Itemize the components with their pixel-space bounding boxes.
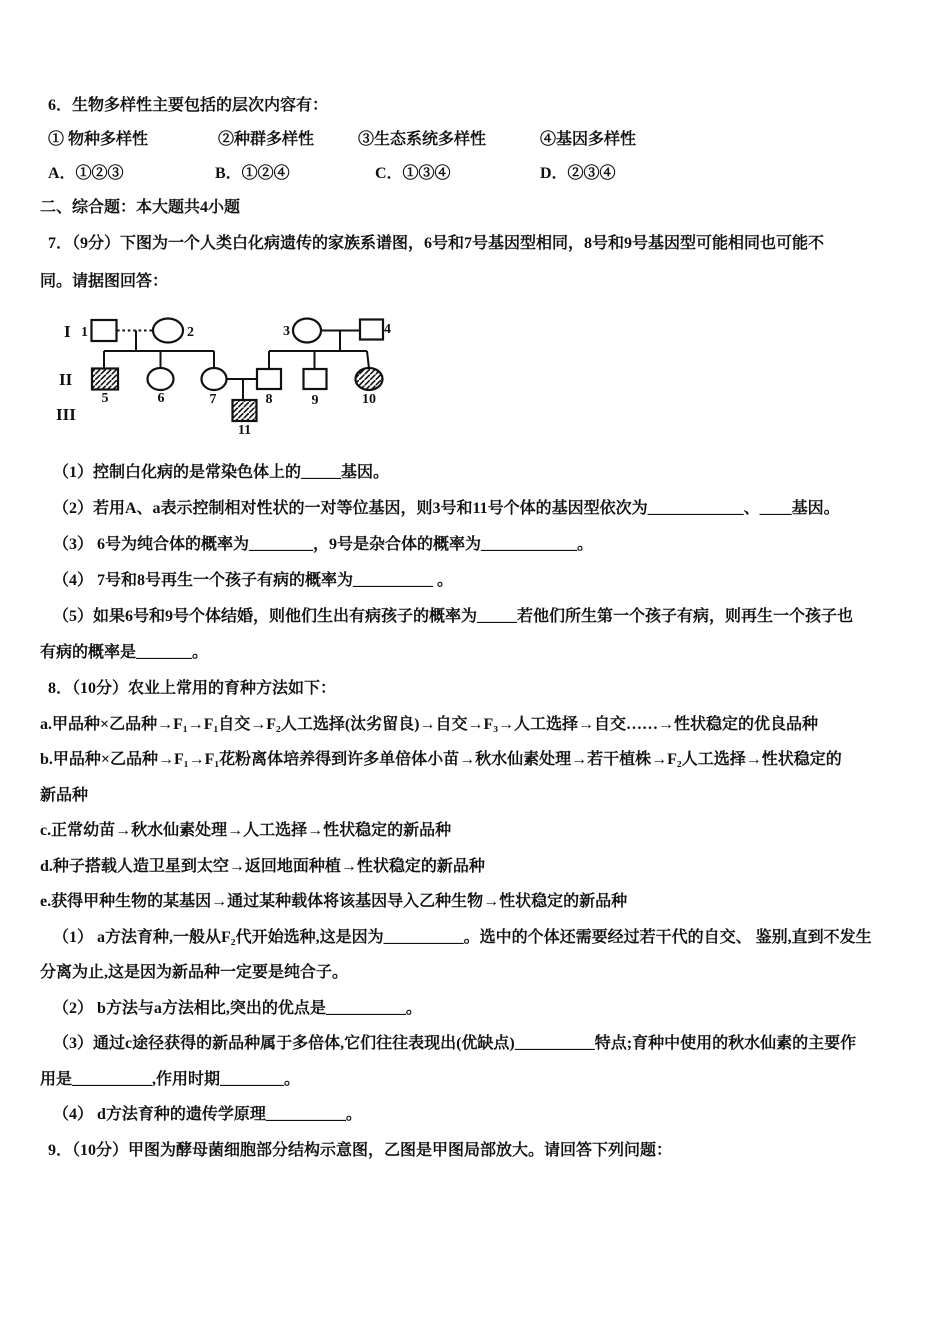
question-6-item-1: ① 物种多样性	[48, 131, 149, 148]
member-5-male-affected	[92, 369, 118, 390]
question-6-options	[40, 157, 920, 191]
question-8-sub-4: （4） d方法育种的遗传学原理__________。	[53, 1106, 362, 1123]
question-8-method-d: d.种子搭载人造卫星到太空→返回地面种植→性状稳定的新品种	[40, 857, 485, 875]
member-11-male-affected	[233, 400, 257, 421]
question-6-item-4: ④基因多样性	[540, 131, 637, 148]
member-9-male	[304, 369, 327, 389]
member-10-label: 10	[362, 392, 376, 407]
question-7-sub-5-line-1: （5）如果6号和9号个体结婚，则他们生出有病孩子的概率为_____若他们所生第一个孩子有病，则再生一个孩子也	[53, 608, 854, 625]
question-7-sub-4: （4） 7号和8号再生一个孩子有病的概率为__________ 。	[53, 572, 454, 589]
drop-line-10	[367, 351, 369, 369]
question-6	[40, 89, 920, 225]
question-6-option-d: D．②③④	[540, 165, 616, 182]
question-7-sub-5-line-2: 有病的概率是_______。	[40, 644, 209, 661]
question-6-item-3: ③生态系统多样性	[358, 131, 487, 148]
question-6-item-2: ②种群多样性	[218, 131, 315, 148]
question-6-stem: 6．生物多样性主要包括的层次内容有：	[48, 97, 329, 114]
question-8-method-a: a.甲品种×乙品种→F₁→F₁自交→F₂人工选择(汰劣留良)→自交→F₃→人工选择→自交……→性状稳定的优良品种	[40, 715, 819, 733]
question-7-sub-1: （1）控制白化病的是常染色体上的_____基因。	[53, 464, 390, 481]
member-7-label: 7	[209, 392, 217, 407]
question-9	[40, 1133, 920, 1169]
member-3-female	[293, 319, 321, 343]
question-6-option-b: B．①②④	[215, 165, 290, 182]
question-6-items	[40, 123, 920, 157]
question-8-sub-2: （2） b方法与a方法相比,突出的优点是__________。	[53, 999, 422, 1017]
question-8-sub-1-line-1: （1） a方法育种,一般从F₂代开始选种,这是因为__________。选中的个体还需要经过若干代的自交、 鉴别,直到不发生	[53, 928, 872, 946]
pedigree-chart	[40, 303, 460, 443]
member-3-label: 3	[283, 324, 290, 339]
question-8	[40, 671, 920, 1133]
question-8-method-e: e.获得甲种生物的某基因→通过某种载体将该基因导入乙种生物→性状稳定的新品种	[40, 893, 628, 910]
member-6-female	[148, 368, 174, 390]
question-8-sub-3-line-2: 用是__________,作用时期________。	[40, 1070, 301, 1088]
member-9-label: 9	[311, 393, 319, 408]
question-8-sub-1-line-2: 分离为止,这是因为新品种一定要是纯合子。	[40, 964, 349, 981]
generation-label-1: I	[64, 322, 71, 341]
member-2-female	[153, 319, 183, 343]
question-7-line-2: 同。请据图回答：	[40, 273, 169, 290]
question-7-intro	[40, 225, 920, 301]
question-8-method-c: c.正常幼苗→秋水仙素处理→人工选择→性状稳定的新品种	[40, 822, 452, 839]
member-1-male	[92, 320, 117, 341]
member-6-label: 6	[157, 391, 165, 406]
question-7-sub-2: （2）若用A、a表示控制相对性状的一对等位基因，则3号和11号个体的基因型依次为____________、____基因。	[53, 500, 840, 517]
member-7-female	[202, 368, 227, 390]
question-8-stem: 8．（10分）农业上常用的育种方法如下：	[48, 680, 337, 697]
question-8-sub-3-line-1: （3）通过c途径获得的新品种属于多倍体,它们往往表现出(优缺点)__________特点;育种中使用的秋水仙素的主要作	[53, 1035, 857, 1052]
member-4-male	[360, 320, 383, 340]
question-7-line-1: 7．（9分）下图为一个人类白化病遗传的家族系谱图，6号和7号基因型相同，8号和9号基因型可能相同也可能不	[48, 235, 825, 252]
question-7-sub-3: （3） 6号为纯合体的概率为________，9号是杂合体的概率为____________。	[53, 536, 594, 553]
member-11-label: 11	[237, 423, 252, 438]
question-8-method-b-line-1: b.甲品种×乙品种→F₁→F₁花粉离体培养得到许多单倍体小苗→秋水仙素处理→若干植株→F₂人工选择→性状稳定的	[40, 751, 842, 768]
member-8-label: 8	[265, 392, 273, 407]
member-2-label: 2	[187, 325, 194, 340]
question-7-subquestions	[40, 455, 920, 671]
generation-label-3: III	[56, 405, 76, 424]
question-6-option-a: A．①②③	[48, 165, 124, 182]
question-6-option-c: C．①③④	[375, 165, 451, 182]
member-4-label: 4	[384, 322, 391, 337]
member-8-male	[257, 369, 281, 389]
pedigree-lines	[104, 331, 369, 401]
member-5-label: 5	[101, 391, 109, 406]
member-1-label: 1	[81, 325, 88, 340]
question-9-stem: 9．（10分）甲图为酵母菌细胞部分结构示意图，乙图是甲图局部放大。请回答下列问题：	[48, 1141, 673, 1159]
member-10-female-affected	[356, 368, 383, 390]
section-2-heading: 二、综合题：本大题共4小题	[40, 199, 241, 216]
question-8-method-b-line-2: 新品种	[40, 786, 89, 804]
generation-label-2: II	[59, 370, 73, 389]
